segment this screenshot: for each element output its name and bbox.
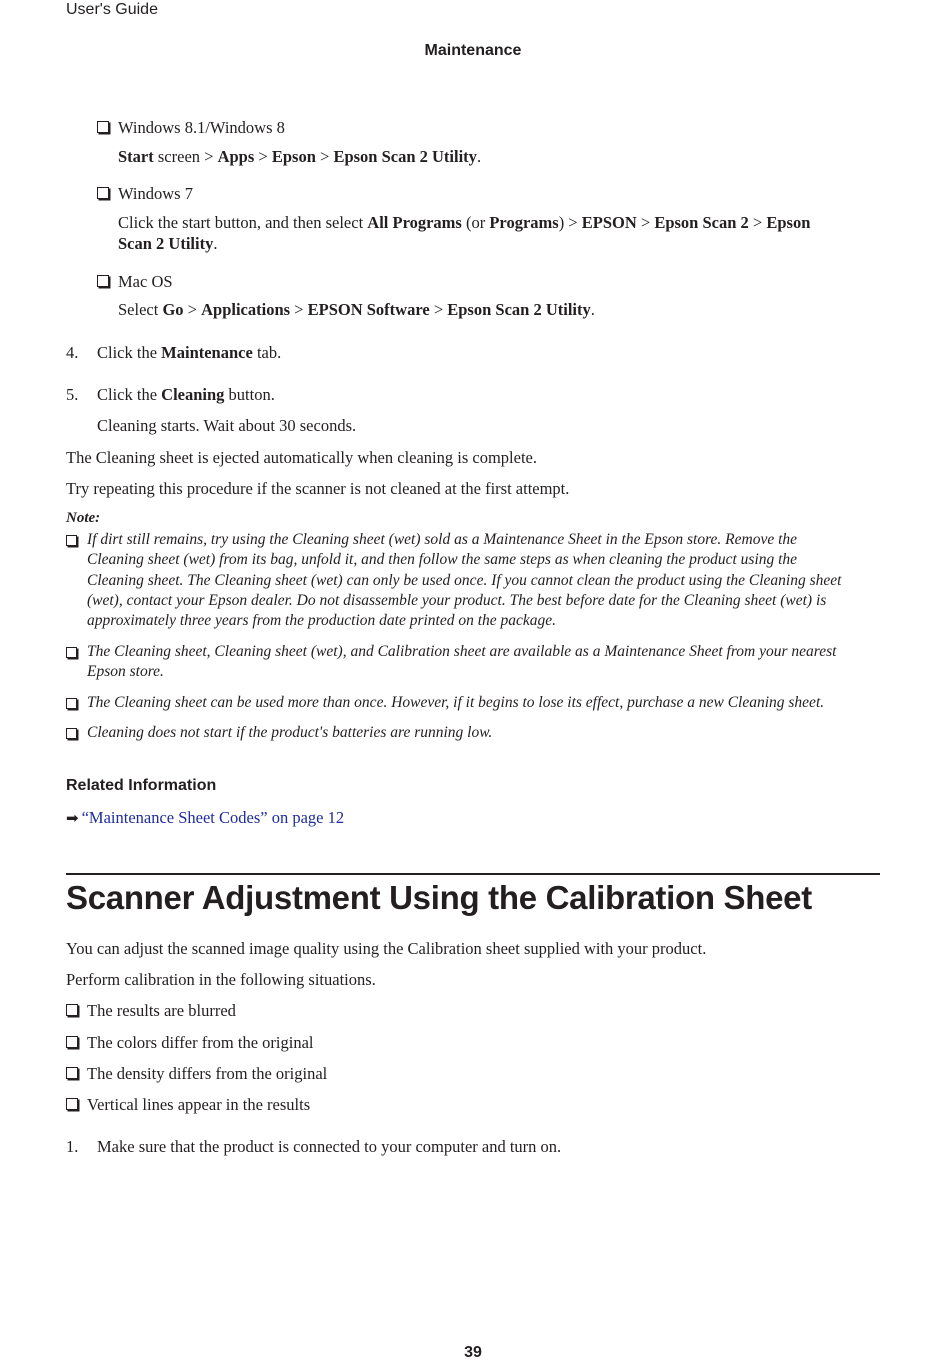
checkbox-bullet-icon [66,1004,78,1016]
text-run: . [213,234,218,253]
os-instruction-windows7 [118,212,810,233]
section-heading: Scanner Adjustment Using the Calibration Sheet [66,879,812,916]
text-run: > [748,213,767,232]
step-5-number: 5. [66,385,79,404]
ui-term: Scan 2 Utility [118,234,214,253]
checkbox-bullet-icon [97,187,109,199]
os-instruction-windows8 [118,146,481,167]
related-information-title: Related Information [66,777,217,794]
os-item-windows7: Windows 7 [97,183,193,204]
note-text [87,693,871,713]
text-run: screen > [153,147,218,166]
situation-item: The colors differ from the original [66,1032,314,1053]
checkbox-bullet-icon [66,728,77,739]
ui-term: Start [118,147,154,166]
os-item-macos: Mac OS [97,271,173,292]
step-1-text: Make sure that the product is connected to your computer and turn on. [97,1137,562,1156]
note-label: Note: [66,510,101,526]
step-4-text: Click the Maintenance tab. [97,343,282,362]
related-link-row [66,807,344,829]
note-text [87,642,871,683]
step-4-number: 4. [66,343,79,362]
checkbox-bullet-icon [97,275,109,287]
text-run: > [429,300,448,319]
checkbox-bullet-icon [66,1036,78,1048]
checkbox-bullet-icon [66,1067,78,1079]
text-run: Select [118,300,163,319]
ui-term: All Programs [367,213,462,232]
ui-term: Go [162,300,184,319]
os-instruction-macos [118,299,595,320]
ui-term: Epson [271,147,316,166]
note-line: Epson store. [87,663,164,681]
paragraph-repeat: Try repeating this procedure if the scanner is not cleaned at the first attempt. [66,479,570,498]
text-run: > [315,147,334,166]
maintenance-sheet-codes-link[interactable]: “Maintenance Sheet Codes” on page 12 [81,808,345,827]
ui-term: EPSON [581,213,637,232]
text-run: > [183,300,202,319]
note-line: approximately three years from the production date printed on the package. [87,612,557,630]
ui-term: Applications [201,300,291,319]
note-list [66,530,886,750]
checkbox-bullet-icon [66,698,77,709]
note-line: Cleaning sheet. The Cleaning sheet (wet) can only be used once. If you cannot clean the product using the Cleaning sheet [87,571,842,589]
page-number: 39 [464,1344,482,1361]
step-1-number: 1. [66,1137,79,1156]
ui-term: Epson [766,213,811,232]
situation-item: Vertical lines appear in the results [66,1094,310,1115]
note-text [87,723,871,743]
situations-intro: Perform calibration in the following situations. [66,970,376,989]
ui-term: Apps [217,147,255,166]
situation-item: The results are blurred [66,1000,236,1021]
intro-paragraph: You can adjust the scanned image quality using the Calibration sheet supplied with your product. [66,939,707,958]
text-run: ) > [558,213,582,232]
checkbox-bullet-icon [97,121,109,133]
note-line: The Cleaning sheet can be used more than once. However, if it begins to lose its effect, purchase a new Cleaning sheet. [87,694,825,711]
step-5-text: Click the Cleaning button. [97,385,275,404]
running-header-section: Maintenance [424,42,522,59]
note-text [87,530,871,631]
note-line: Cleaning does not start if the product's batteries are running low. [87,724,493,741]
note-line: If dirt still remains, try using the Cleaning sheet (wet) sold as a Maintenance Sheet in the Epson store. Remove the [87,531,798,548]
section-divider [66,873,880,875]
text-run: > [254,147,272,166]
os-instruction-windows7-cont [118,233,217,254]
text-run: > [290,300,308,319]
note-line: The Cleaning sheet, Cleaning sheet (wet), and Calibration sheet are available as a Maintenance Sheet from your nearest [87,643,837,660]
note-line: (wet), contact your Epson dealer. Do not disassemble your product. The best before date for the Cleaning sheet (wet) is [87,591,827,609]
text-run: Click the start button, and then select [118,213,368,232]
text-run: . [590,300,595,319]
note-line: Cleaning sheet (wet) from its bag, unfold it, and then follow the same steps as when cleaning the product using the [87,551,798,569]
text-run: (or [461,213,490,232]
paragraph-ejected: The Cleaning sheet is ejected automatically when cleaning is complete. [66,448,537,467]
text-run: . [476,147,482,166]
ui-term: Epson Scan 2 Utility [447,300,591,319]
text-run: > [636,213,655,232]
step-5-result: Cleaning starts. Wait about 30 seconds. [97,416,357,435]
os-item-windows8: Windows 8.1/Windows 8 [97,117,285,138]
running-header-guide: User's Guide [66,1,158,18]
arrow-right-icon: ➡ [66,810,79,827]
checkbox-bullet-icon [66,647,77,658]
ui-term: EPSON Software [307,300,430,319]
ui-term: Epson Scan 2 Utility [333,147,477,166]
checkbox-bullet-icon [66,1098,78,1110]
ui-term: Epson Scan 2 [654,213,749,232]
situation-item: The density differs from the original [66,1063,327,1084]
checkbox-bullet-icon [66,535,77,546]
ui-term: Programs [489,213,559,232]
